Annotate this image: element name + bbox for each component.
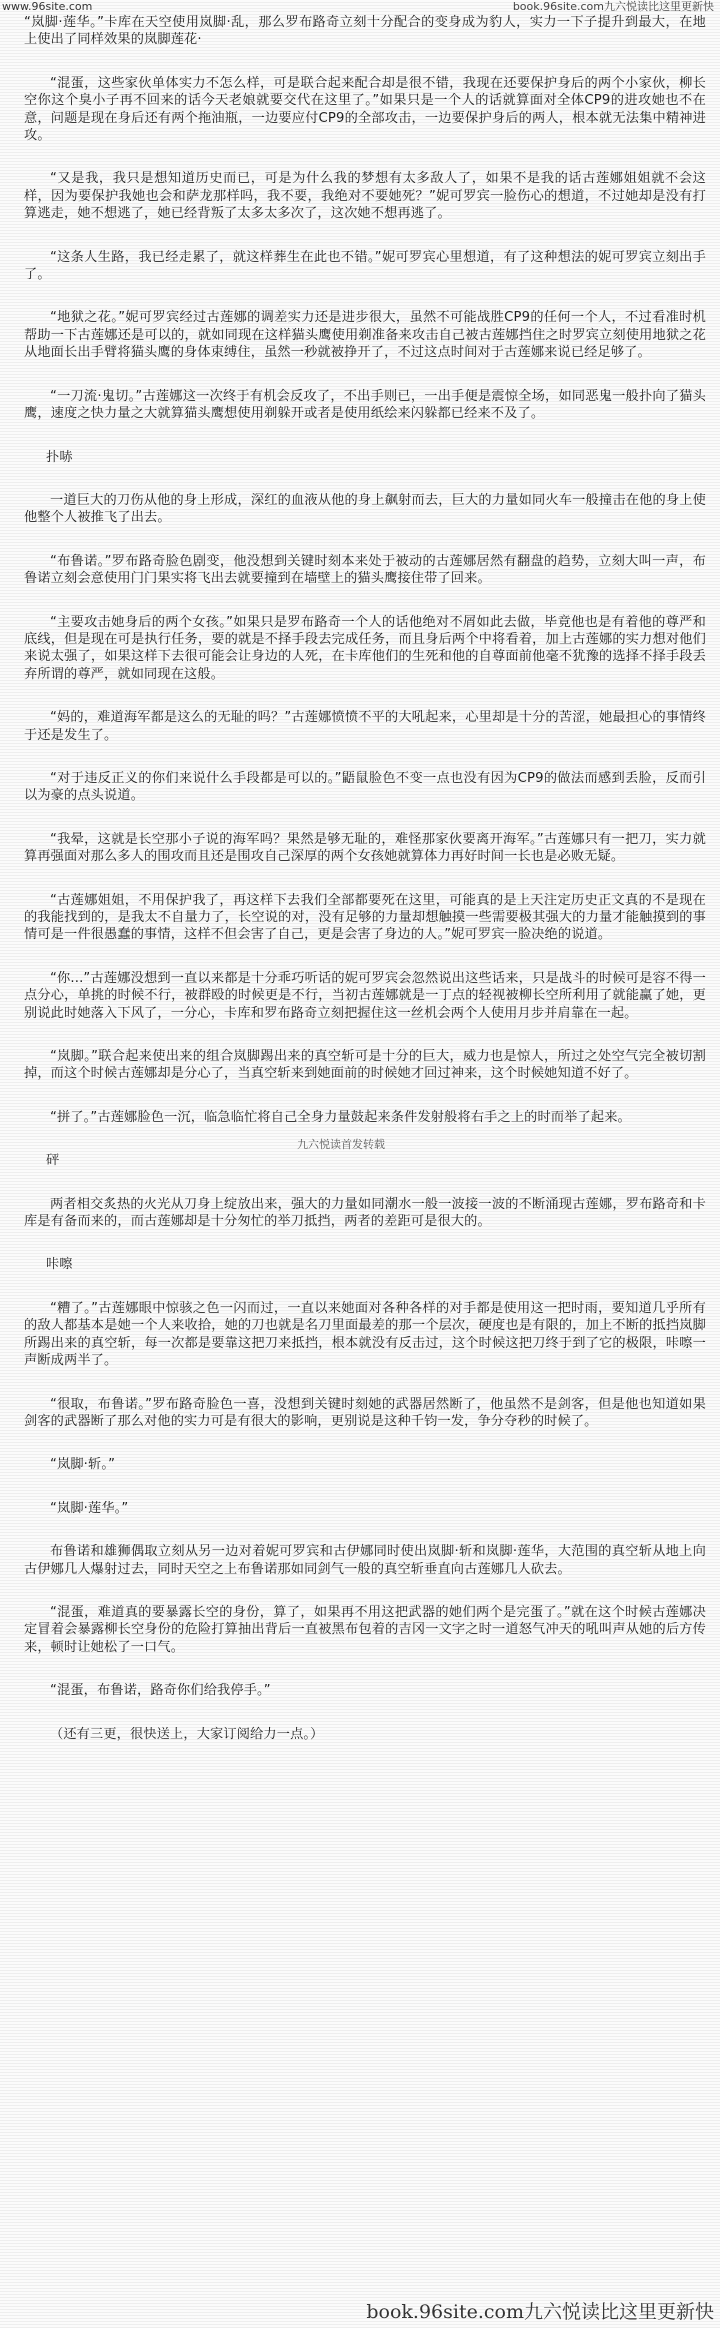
paragraph: “混蛋，难道真的要暴露长空的身份，算了，如果再不用这把武器的她们两个是完蛋了。”就在这个时候古莲娜决定冒着会暴露柳长空身份的危险打算抽出背后一直被黑布包着的吉冈一文字之时一道怒气冲天的吼叫声从她的后方传来，顿时让她松了一口气。 [24, 1604, 706, 1655]
paragraph: “我晕，这就是长空那小子说的海军吗？果然是够无耻的，难怪那家伙要离开海军。”古莲娜只有一把刀，实力就算再强面对那么多人的围攻而且还是围攻自己深厚的两个女孩她就算体力再好时间一长也是必败无疑。 [24, 831, 706, 865]
chapter-text [0, 14, 720, 1743]
paragraph: “这条人生路，我已经走累了，就这样葬生在此也不错。”妮可罗宾心里想道，有了这种想法的妮可罗宾立刻出手了。 [24, 249, 706, 283]
paragraph: “混蛋，这些家伙单体实力不怎么样，可是联合起来配合却是很不错，我现在还要保护身后的两个小家伙，柳长空你这个臭小子再不回来的话今天老娘就要交代在这里了。”如果只是一个人的话就算面对全体CP9的进攻她也不在意，问题是现在身后还有两个拖油瓶，一边要应付CP9的全部攻击，一边要保护身后的两人，根本就无法集中精神进攻。 [24, 75, 706, 144]
middle-watermark: 九六悦读首发转载 [297, 1138, 385, 1151]
paragraph: “岚脚·莲华。”卡库在天空使用岚脚·乱，那么罗布路奇立刻十分配合的变身成为豹人，实力一下子提升到最大，在地上使出了同样效果的岚脚莲花· [24, 15, 706, 48]
paragraph: “很取，布鲁诺。”罗布路奇脸色一喜，没想到关键时刻她的武器居然断了，他虽然不是剑客，但是他也知道如果剑客的武器断了那么对他的实力可是有很大的影响，更别说是这种千钧一发，争分夺秒的时候了。 [24, 1396, 706, 1429]
author-note: （还有三更，很快送上，大家订阅给力一点。） [50, 1726, 324, 1742]
paragraph: “岚脚。”联合起来使出来的组合岚脚踢出来的真空斩可是十分的巨大，威力也是惊人，所过之处空气完全被切割掉，而这个时候古莲娜却是分心了，当真空斩来到她面前的时候她才回过神来，这个时候她知道不好了。 [24, 1049, 706, 1082]
paragraph: “糟了。”古莲娜眼中惊骇之色一闪而过，一直以来她面对各种各样的对手都是使用这一把时雨，要知道几乎所有的敌人都基本是她一个人来收拾，她的刀也就是名刀里面最差的那一个层次，硬度也是有限的，加上不断的抵挡岚脚所踢出来的真空斩，每一次都是要靠这把刀来抵挡，根本就没有反击过，这个时候这把刀终于到了它的极限，咔嚓一声断成两半了。 [24, 1300, 706, 1369]
paragraph: “混蛋，布鲁诺，路奇你们给我停手。” [50, 1683, 271, 1699]
paragraph: “对于违反正义的你们来说什么手段都是可以的。”鼯鼠脸色不变一点也没有因为CP9的做法而感到丢脸，反而引以为豪的点头说道。 [24, 770, 706, 804]
paragraph: “你...”古莲娜没想到一直以来都是十分乖巧听话的妮可罗宾会忽然说出这些话来，只是战斗的时候可是容不得一点分心，单挑的时候不行，被群殴的时候更是不行，当初古莲娜就是一丁点的轻视被柳长空所利用了就能赢了她，更别说此时她落入下风了，一分心，卡库和罗布路奇立刻把握住这一丝机会两个人使用月步并肩靠在一起。 [24, 970, 706, 1021]
paragraph: “主要攻击她身后的两个女孩。”如果只是罗布路奇一个人的话他绝对不屑如此去做，毕竟他也是有着他的尊严和底线，但是现在可是执行任务，要的就是不择手段去完成任务，而且身后两个中将看着，加上古莲娜的实力想对他们来说太强了，如果这样下去很可能会让身边的人死，在卡库他们的生死和他的自尊面前他毫不犹豫的选择不择手段丢弃所谓的尊严，就如同现在这般。 [24, 614, 706, 682]
paragraph: “妈的，难道海军都是这么的无耻的吗？”古莲娜愤愤不平的大吼起来，心里却是十分的苦涩，她最担心的事情终于还是发生了。 [24, 710, 706, 743]
paragraph: 一道巨大的刀伤从他的身上形成，深红的血液从他的身上飙射而去，巨大的力量如同火车一般撞击在他的身上使他整个人被推飞了出去。 [24, 492, 706, 526]
paragraph: “岚脚·莲华。” [50, 1500, 129, 1516]
paragraph: 布鲁诺和雄狮偶取立刻从另一边对着妮可罗宾和古伊娜同时使出岚脚·斩和岚脚·莲华，大范围的真空斩从地上向古伊娜几人爆射过去，同时天空之上布鲁诺那如同剑气一般的真空斩垂直向古莲娜几人砍去。 [24, 1544, 706, 1577]
paragraph: “布鲁诺。”罗布路奇脸色剧变，他没想到关键时刻本来处于被动的古莲娜居然有翻盘的趋势，立刻大叫一声，布鲁诺立刻会意使用门门果实将飞出去就要撞到在墙壁上的猫头鹰接住带了回来。 [24, 553, 706, 587]
sound-effect: 咔嚓 [46, 1257, 73, 1273]
site-watermark-left: www.96site.com [2, 0, 93, 13]
sound-effect: 扑哧 [46, 449, 73, 465]
bottom-watermark: book.96site.com九六悦读比这里更新快 [366, 2301, 714, 2323]
paragraph: “拼了。”古莲娜脸色一沉，临急临忙将自己全身力量鼓起来条件发射般将右手之上的时而举了起来。 [50, 1109, 631, 1125]
paragraph: 两者相交炙热的火光从刀身上绽放出来，强大的力量如同潮水一般一波接一波的不断涌现古莲娜，罗布路奇和卡库是有备而来的，而古莲娜却是十分匆忙的举刀抵挡，两者的差距可是很大的。 [24, 1196, 706, 1230]
paragraph: “又是我，我只是想知道历史而已，可是为什么我的梦想有太多敌人了，如果不是我的话古莲娜姐姐就不会这样，因为要保护我她也会和萨龙那样吗，我不要，我绝对不要她死？”妮可罗宾一脸伤心的想道，不过她却是没有打算逃走，她不想逃了，她已经背叛了太多太多次了，这次她不想再逃了。 [24, 171, 706, 222]
paragraph: “地狱之花。”妮可罗宾经过古莲娜的调差实力还是进步很大，虽然不可能战胜CP9的任何一个人，不过看准时机帮助一下古莲娜还是可以的，就如同现在这样猫头鹰使用剃准备来攻击自己被古莲娜挡住之时罗宾立刻使用地狱之花从地面长出手臂将猫头鹰的身体束缚住，虽然一秒就被挣开了，不过这点时间对于古莲娜来说已经足够了。 [24, 310, 706, 361]
paragraph: “岚脚·斩。” [50, 1457, 116, 1473]
paragraph: “一刀流·鬼切。”古莲娜这一次终于有机会反攻了，不出手则已，一出手便是震惊全场，如同恶鬼一般扑向了猫头鹰，速度之快力量之大就算猫头鹰想使用剃躲开或者是使用纸绘来闪躲都已经来不及了。 [24, 388, 706, 422]
top-watermark-bar [0, 0, 720, 14]
site-watermark-right: book.96site.com九六悦读比这里更新快 [512, 0, 714, 13]
paragraph: “古莲娜姐姐，不用保护我了，再这样下去我们全部都要死在这里，可能真的是上天注定历史正文真的不是现在的我能找到的，是我太不自量力了，长空说的对，没有足够的力量却想触摸一些需要极其强大的力量才能触摸到的事情可是一件很愚蠢的事情，这样不但会害了自己，更是会害了身边的人。”妮可罗宾一脸决绝的说道。 [24, 892, 706, 943]
sound-effect: 砰 [46, 1153, 60, 1169]
